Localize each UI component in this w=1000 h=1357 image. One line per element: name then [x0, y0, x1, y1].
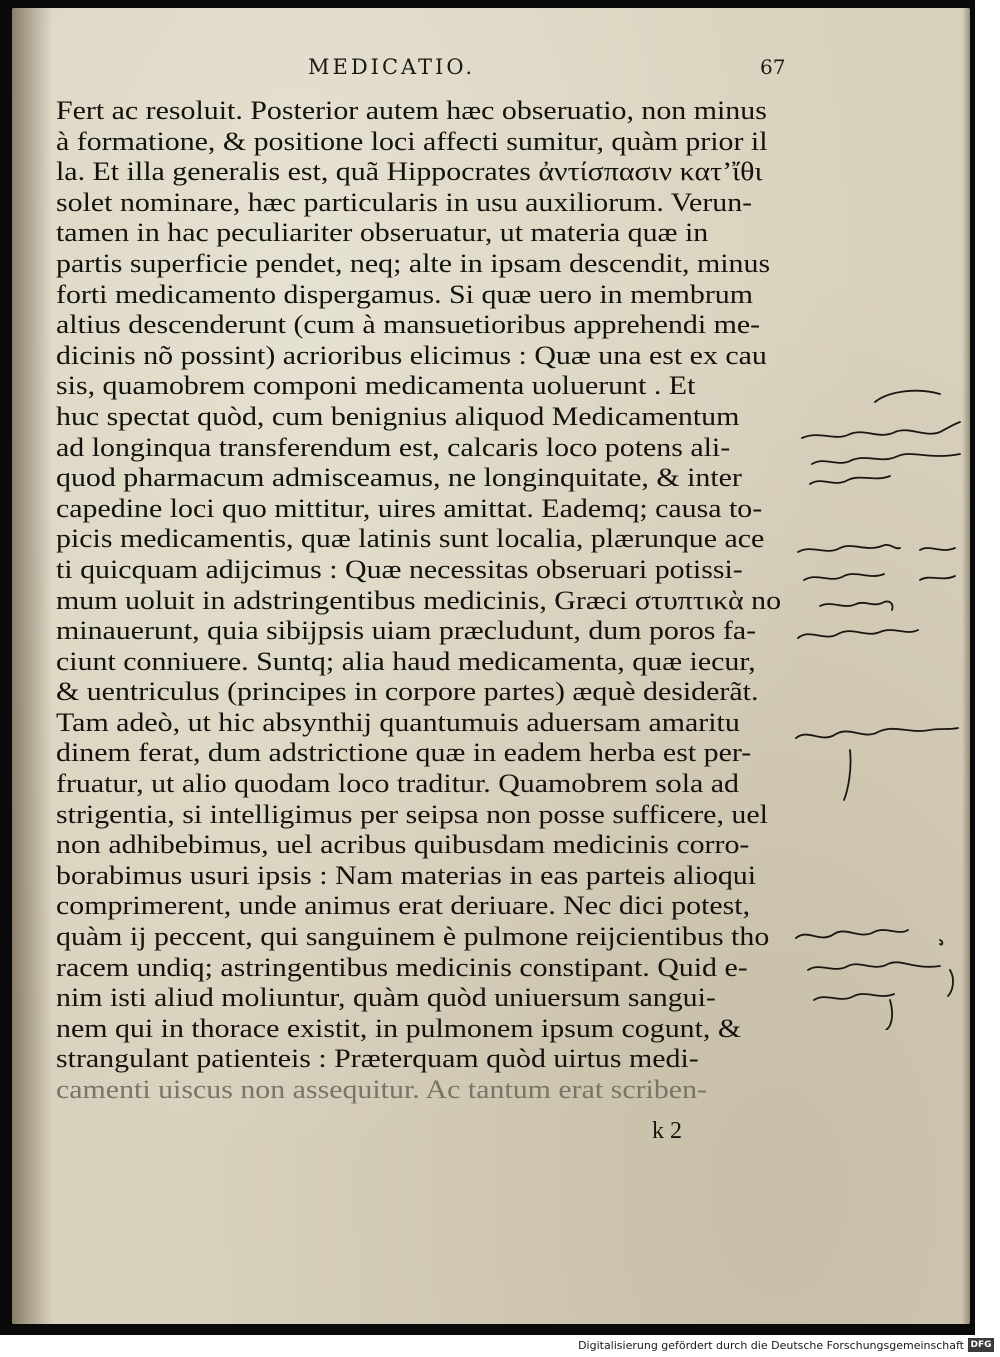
gutter-shadow — [12, 8, 52, 1324]
marginal-note-stroke — [804, 574, 884, 580]
text-line: ciunt conniuere. Suntq; alia haud medicamenta, quæ iecur, — [56, 646, 756, 676]
text-line: camenti uiscus non assequitur. Ac tantum erat scriben- — [56, 1075, 707, 1104]
marginal-note-stroke — [798, 545, 900, 552]
text-line: huc spectat quòd, cum benignius aliquod Medicamentum — [56, 401, 740, 431]
marginal-note-stroke — [844, 750, 851, 800]
marginal-note-stroke — [940, 940, 942, 945]
text-line: quàm ij peccent, qui sanguinem è pulmone reijcientibus tho — [56, 922, 770, 952]
text-line: capedine loci quo mittitur, uires amittat. Eademq; causa to- — [56, 493, 763, 523]
text-line: Tam adeò, ut hic absynthij quantumuis aduersam amaritu — [56, 707, 740, 737]
text-line: altius descenderunt (cum à mansuetioribus apprehendi me- — [56, 310, 761, 340]
marginal-note-stroke — [808, 962, 940, 970]
text-line: strangulant patienteis : Præterquam quòd uirtus medi- — [56, 1044, 699, 1074]
text-line: comprimerent, unde animus erat deriuare. Nec dici potest, — [56, 891, 751, 921]
text-line: picis medicamentis, quæ latinis sunt localia, plærunque ace — [56, 524, 765, 554]
text-line: partis superficie pendet, neq; alte in ipsam descendit, minus — [56, 248, 771, 278]
text-line: mum uoluit in adstringentibus medicinis, Græci στυπτικὰ no — [56, 585, 782, 615]
marginal-note-stroke — [948, 970, 953, 996]
text-line: forti medicamento dispergamus. Si quæ uero in membrum — [56, 279, 754, 309]
marginal-note-stroke — [814, 994, 894, 1000]
funding-credit: Digitalisierung gefördert durch die Deutsche Forschungsgemeinschaft — [578, 1339, 964, 1352]
page-number: 67 — [760, 55, 786, 79]
marginal-note-stroke — [796, 930, 908, 938]
text-line: solet nominare, hæc particularis in usu auxiliorum. Verun- — [56, 187, 753, 217]
marginal-note-stroke — [810, 476, 890, 484]
text-line: quod pharmacum admisceamus, ne longinquitate, & inter — [56, 463, 742, 493]
text-line: sis, quamobrem componi medicamenta uoluerunt . Et — [56, 371, 696, 401]
handwritten-marginalia — [790, 380, 970, 1030]
text-line: racem undiq; astringentibus medicinis constipant. Quid e- — [56, 952, 748, 982]
marginal-note-stroke — [796, 728, 958, 738]
marginal-note-stroke — [920, 548, 955, 550]
marginal-note-stroke — [798, 630, 918, 638]
marginal-note-stroke — [802, 422, 960, 438]
text-line: non adhibebimus, uel acribus quibusdam medicinis corro- — [56, 830, 750, 860]
text-line: ti quicquam adijcimus : Quæ necessitas obseruari potissi- — [56, 554, 743, 584]
running-head: MEDICATIO. — [308, 55, 476, 79]
text-line: dicinis nõ possint) acrioribus elicimus : Quæ una est ex cau — [56, 340, 767, 370]
text-line: Fert ac resoluit. Posterior autem hæc obseruatio, non minus — [56, 96, 767, 125]
marginal-note-stroke — [812, 454, 960, 464]
text-line: strigentia, si intelligimus per seipsa non posse sufficere, uel — [56, 799, 768, 829]
text-line: tamen in hac peculiariter obseruatur, ut materia quæ in — [56, 218, 709, 248]
text-line: & uentriculus (principes in corpore partes) æquè desiderãt. — [56, 677, 759, 707]
marginal-note-stroke — [820, 601, 893, 610]
marginal-note-stroke — [886, 1000, 892, 1030]
marginal-note-stroke — [920, 576, 955, 580]
text-line: fruatur, ut alio quodam loco traditur. Quamobrem sola ad — [56, 769, 740, 799]
marginal-note-stroke — [875, 391, 940, 402]
text-line: borabimus usuri ipsis : Nam materias in eas parteis alioqui — [56, 860, 757, 890]
text-line: ad longinqua transferendum est, calcaris loco potens ali- — [56, 432, 731, 462]
text-line: la. Et illa generalis est, quã Hippocrates ἀντίσπασιν κατ’ἴθι — [56, 157, 763, 187]
text-line: minauerunt, quia sibijpsis uiam præcludunt, dum poros fa- — [56, 616, 757, 646]
signature-mark: k 2 — [652, 1118, 682, 1144]
text-line: nem qui in thorace existit, in pulmonem ipsum cogunt, & — [56, 1013, 742, 1043]
text-line: dinem ferat, dum adstrictione quæ in eadem herba est per- — [56, 738, 752, 768]
body-text — [56, 96, 796, 1106]
text-line: nim isti aliud moliuntur, quàm quòd uniuersum sangui- — [56, 983, 716, 1013]
text-line: à formatione, & positione loci affecti sumitur, quàm prior il — [56, 126, 768, 156]
dfg-logo: DFG — [968, 1338, 994, 1352]
